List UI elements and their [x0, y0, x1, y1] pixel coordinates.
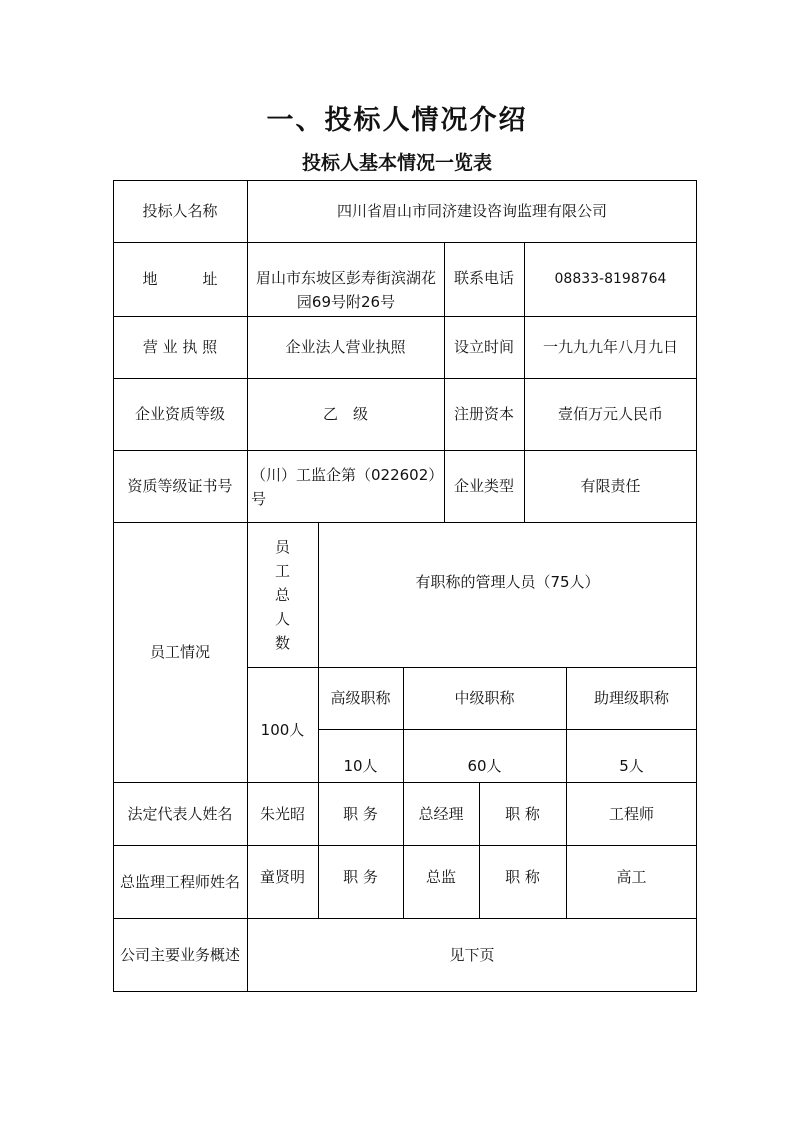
chief-engineer-name: 童贤明: [259, 867, 305, 886]
page-heading: 一、投标人情况介绍: [266, 105, 528, 136]
assistant-title-label: 助理级职称: [593, 689, 669, 707]
founded-value: 一九九九年八月九日: [542, 338, 678, 356]
qualification-grade-label: 企业资质等级: [134, 405, 225, 423]
business-overview-value: 见下页: [449, 946, 495, 964]
legal-rep-label: 法定代表人姓名: [127, 804, 233, 823]
chief-engineer-title-label: 职 称: [505, 867, 540, 886]
chief-engineer-title: 高工: [616, 867, 647, 886]
legal-rep-position: 总经理: [418, 804, 464, 823]
chief-engineer-position: 总监: [425, 867, 456, 886]
qualification-grade-value: 乙 级: [322, 405, 368, 423]
chief-engineer-label: 总监理工程师姓名: [119, 872, 240, 891]
chief-engineer-position-label: 职 务: [343, 867, 378, 886]
assistant-title-count: 5人: [619, 757, 644, 775]
registered-capital-value: 壹佰万元人民币: [557, 405, 663, 423]
business-license-value: 企业法人营业执照: [285, 338, 406, 356]
total-staff-label: 员 工 总 人 数: [274, 537, 290, 652]
phone-label: 联系电话: [453, 269, 514, 287]
total-staff-value: 100人: [260, 720, 305, 739]
legal-rep-title-label: 职 称: [505, 804, 540, 823]
staff-label: 员工情况: [149, 643, 210, 661]
senior-title-label: 高级职称: [330, 689, 391, 707]
legal-rep-title: 工程师: [608, 804, 654, 823]
table-title: 投标人基本情况一览表: [301, 152, 492, 174]
bidder-name-label: 投标人名称: [142, 202, 218, 220]
titled-staff-count: 有职称的管理人员（75人）: [415, 573, 600, 591]
legal-rep-position-label: 职 务: [343, 804, 378, 823]
address-label: 地 址: [142, 270, 218, 288]
middle-title-count: 60人: [467, 757, 502, 775]
legal-rep-name: 朱光昭: [259, 804, 305, 823]
business-overview-label: 公司主要业务概述: [119, 946, 240, 964]
company-type-label: 企业类型: [453, 477, 514, 495]
company-type-value: 有限责任: [580, 477, 641, 495]
founded-label: 设立时间: [453, 338, 514, 356]
middle-title-label: 中级职称: [454, 689, 515, 707]
certificate-number-label: 资质等级证书号: [127, 477, 233, 495]
senior-title-count: 10人: [343, 757, 378, 775]
address-value: 眉山市东坡区彭寿街滨湖花园69号附26号: [255, 269, 436, 311]
registered-capital-label: 注册资本: [453, 405, 514, 423]
certificate-number-value: （川）工监企第（022602）号: [251, 466, 436, 508]
business-license-label: 营 业 执 照: [142, 338, 218, 356]
bidder-name-value: 四川省眉山市同济建设咨询监理有限公司: [336, 202, 607, 220]
phone-value: 08833-8198764: [554, 271, 667, 287]
